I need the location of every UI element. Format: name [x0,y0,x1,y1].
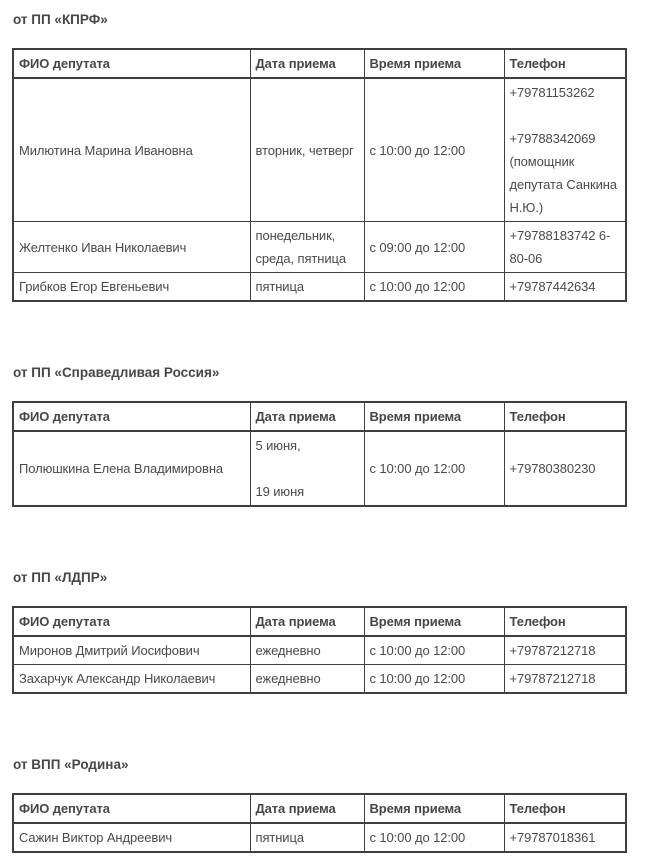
section-rodina [12,756,626,853]
section-heading: от ПП «КПРФ» [13,12,108,27]
phone-line: +79781153262 [509,85,595,100]
section-heading: от ПП «Справедливая Россия» [13,365,220,380]
deputy-name-cell: Желтенко Иван Николаевич [13,222,250,273]
deputy-name-cell: Полюшкина Елена Владимировна [13,431,250,506]
section-heading: от ВПП «Родина» [13,757,129,772]
phone-cell: +79787212718 [504,636,626,665]
table-row [13,636,626,665]
date-line: 19 июня [255,484,305,499]
section-spravedlivaya-rossiya [12,364,626,507]
table-row [13,78,626,222]
reception-time-cell: с 10:00 до 12:00 [364,636,504,665]
table-body [13,636,626,693]
reception-date-cell [250,431,364,506]
deputy-name-cell: Захарчук Александр Николаевич [13,665,250,694]
header-row [13,607,626,636]
header-row [13,794,626,823]
section-heading: от ПП «ЛДПР» [13,570,108,585]
table-row [13,823,626,852]
col-header-name: ФИО депутата [13,49,250,78]
date-line: 5 июня, [255,438,301,453]
col-header-time: Время приема [364,49,504,78]
reception-table-ldpr [12,606,627,694]
table-header [13,794,626,823]
reception-date-cell: ежедневно [250,636,364,665]
table-body [13,78,626,301]
deputy-name-cell: Грибков Егор Евгеньевич [13,273,250,302]
reception-time-cell: с 10:00 до 12:00 [364,431,504,506]
col-header-time: Время приема [364,607,504,636]
table-row [13,222,626,273]
col-header-date: Дата приема [250,607,364,636]
reception-table-kprf [12,48,627,302]
phone-cell: +79787212718 [504,665,626,694]
phone-line-blank [510,104,621,127]
col-header-phone: Телефон [504,794,626,823]
reception-table-rodina [12,793,627,853]
phone-cell: +79788183742 6-80-06 [504,222,626,273]
reception-date-cell: пятница [250,823,364,852]
reception-table-sr [12,401,627,507]
col-header-name: ФИО депутата [13,794,250,823]
reception-time-cell: с 10:00 до 12:00 [364,273,504,302]
phone-note-line: (помощник депутата Санкина Н.Ю.) [509,154,617,215]
header-row [13,402,626,431]
deputy-name-cell: Милютина Марина Ивановна [13,78,250,222]
table-body [13,823,626,852]
table-row [13,665,626,694]
phone-cell: +79787442634 [504,273,626,302]
col-header-date: Дата приема [250,402,364,431]
reception-date-cell: понедельник, среда, пятница [250,222,364,273]
header-row [13,49,626,78]
table-row [13,431,626,506]
reception-time-cell: с 09:00 до 12:00 [364,222,504,273]
phone-cell [504,78,626,222]
reception-date-cell: ежедневно [250,665,364,694]
table-header [13,402,626,431]
col-header-date: Дата приема [250,794,364,823]
reception-time-cell: с 10:00 до 12:00 [364,823,504,852]
table-row [13,273,626,302]
table-header [13,607,626,636]
col-header-time: Время приема [364,402,504,431]
col-header-time: Время приема [364,794,504,823]
reception-time-cell: с 10:00 до 12:00 [364,665,504,694]
table-header [13,49,626,78]
deputy-name-cell: Миронов Дмитрий Иосифович [13,636,250,665]
section-kprf [12,11,626,302]
col-header-phone: Телефон [504,607,626,636]
table-body [13,431,626,506]
col-header-phone: Телефон [504,402,626,431]
phone-cell: +79787018361 [504,823,626,852]
reception-date-cell: пятница [250,273,364,302]
date-line-blank [256,457,359,480]
col-header-name: ФИО депутата [13,402,250,431]
reception-time-cell: с 10:00 до 12:00 [364,78,504,222]
phone-line: +79788342069 [509,131,596,146]
col-header-date: Дата приема [250,49,364,78]
reception-date-cell: вторник, четверг [250,78,364,222]
col-header-phone: Телефон [504,49,626,78]
deputy-name-cell: Сажин Виктор Андреевич [13,823,250,852]
phone-cell: +79780380230 [504,431,626,506]
col-header-name: ФИО депутата [13,607,250,636]
section-ldpr [12,569,626,694]
